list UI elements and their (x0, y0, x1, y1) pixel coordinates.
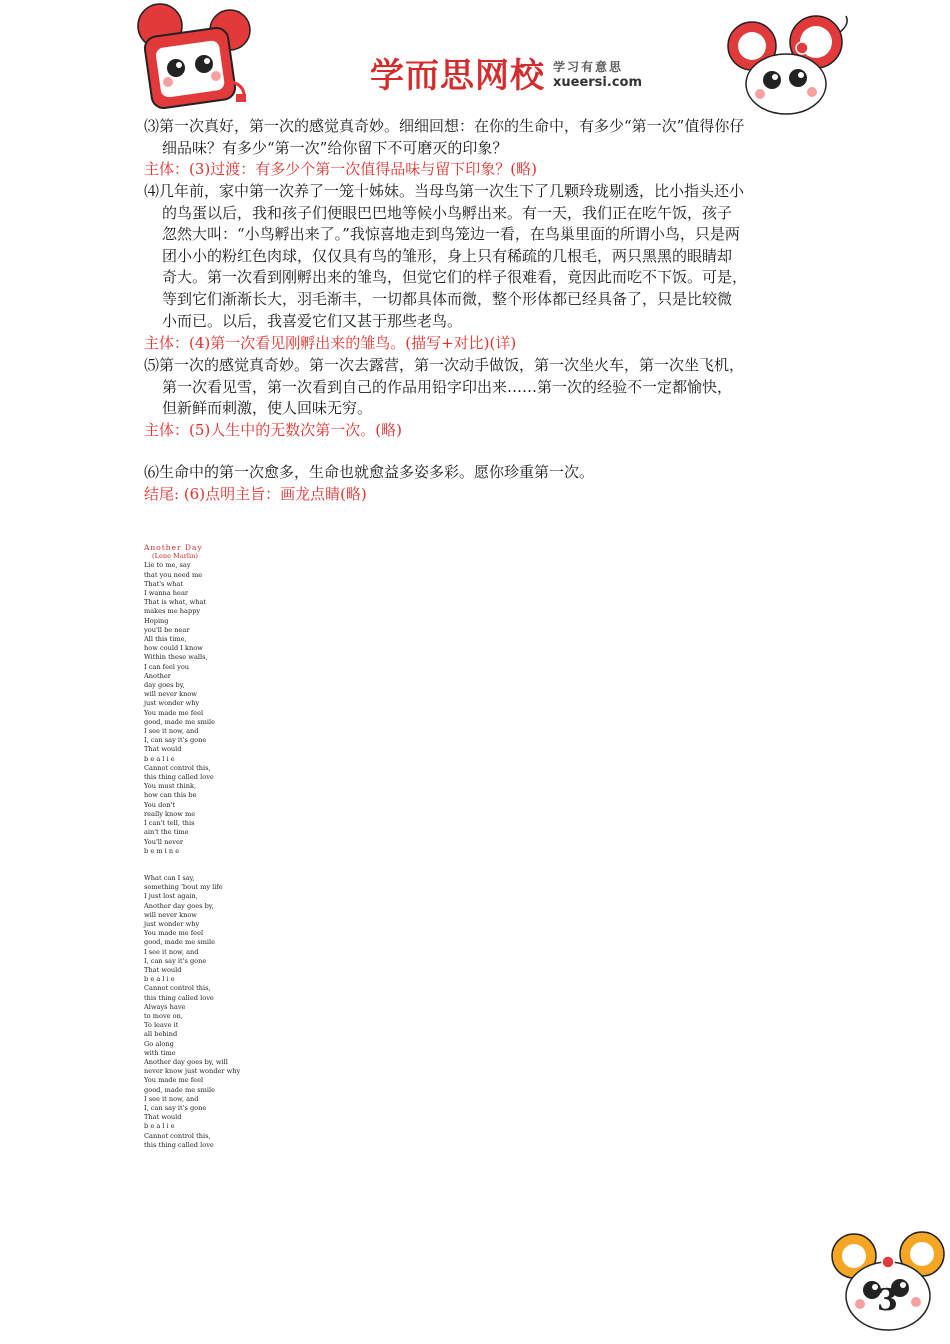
lyrics-line: That is what, what (144, 598, 207, 607)
lyrics-block-1 (144, 543, 264, 856)
lyrics-line: this thing called love (144, 993, 214, 1002)
logo-slogan: 学习有意思 (553, 60, 624, 74)
essay-paragraph-3 (144, 116, 809, 159)
lyrics-line: You'll never (144, 837, 184, 846)
lyrics-line: Hoping (144, 616, 169, 625)
paragraph-line: 但新鲜而刺激，使人回味无穷。 (162, 399, 373, 418)
lyrics-line: Another (144, 671, 171, 680)
paragraph-line: 第一次看见雪，第一次看到自己的作品用铅字印出来……第一次的经验不一定都愉快， (162, 377, 733, 396)
lyrics-line: I can feel you (144, 662, 190, 671)
lyrics-line: this thing called love (144, 773, 214, 782)
lyrics-line: b e a l i e (144, 1122, 175, 1131)
lyrics-line: I wanna hear (144, 589, 189, 598)
lyrics-line: Cannot control this, (144, 1131, 211, 1140)
lyrics-line: really know me (144, 809, 196, 818)
lyrics-line: I just lost again, (144, 892, 198, 901)
annotation-note-3: 主体：(3)过渡：有多少个第一次值得品味与留下印象？(略) (144, 160, 537, 178)
paragraph-line: ⑷几年前，家中第一次养了一笼十姊妹。当母鸟第一次生下了几颗玲珑剔透，比小指头还小 (144, 182, 745, 200)
paragraph-line: 奇大。第一次看到刚孵出来的雏鸟，但觉它们的样子很难看，竟因此而吃不下饭。可是， (162, 268, 748, 287)
paragraph-line: ⑸第一次的感觉真奇妙。第一次去露营，第一次动手做饭，第一次坐火车，第一次坐飞机， (144, 356, 745, 374)
lyrics-line: That would (144, 966, 182, 975)
essay-paragraph-6 (144, 462, 809, 484)
lyrics-artist: (Lene Marlin) (152, 552, 198, 561)
lyrics-line: just wonder why (144, 920, 200, 929)
page-number: 3 (877, 1283, 898, 1318)
paragraph-line: 小而已。以后，我喜爱它们又甚于那些老鸟。 (162, 311, 463, 330)
lyrics-line: What can I say, (144, 874, 195, 882)
lyrics-line: something 'bout my life (144, 883, 223, 892)
lyrics-line: I, can say it's gone (144, 1104, 207, 1113)
lyrics-line: b e a l i e (144, 754, 175, 763)
lyrics-line: Go along (144, 1039, 174, 1048)
paragraph-line: ⑶第一次真好，第一次的感觉真奇妙。细细回想：在你的生命中，有多少“第一次”值得你仔 (144, 117, 745, 135)
lyrics-line: good, made me smile (144, 717, 215, 726)
lyrics-line: good, made me smile (144, 938, 215, 947)
lyrics-block-2 (144, 874, 264, 1150)
lyrics-line: Within these walls, (144, 653, 208, 662)
lyrics-line: I see it now, and (144, 947, 199, 956)
lyrics-line: You don't (144, 800, 175, 809)
lyrics-line: I, can say it's gone (144, 736, 207, 745)
paragraph-line: 忽然大叫：“小鸟孵出来了。”我惊喜地走到鸟笼边一看，在鸟巢里面的所谓小鸟，只是两 (162, 225, 740, 244)
site-logo-side (553, 58, 653, 90)
essay-paragraph-5 (144, 355, 809, 420)
lyrics-line: You must think, (144, 782, 197, 791)
lyrics-line: will never know (144, 910, 197, 919)
paragraph-line: 等到它们渐渐长大，羽毛渐丰，一切都具体而微，整个形体都已经具备了，只是比较微 (162, 289, 733, 308)
lyrics-line: Lie to me, say (144, 561, 191, 570)
lyrics-line: You made me feel (144, 1076, 204, 1085)
mascot-right-icon (718, 10, 853, 120)
lyrics-line: Another day goes by, (144, 901, 214, 910)
lyrics-line: just wonder why (144, 699, 200, 708)
lyrics-line: will never know (144, 690, 197, 699)
lyrics-line: I see it now, and (144, 727, 199, 736)
lyrics-line: I see it now, and (144, 1094, 199, 1103)
lyrics-line: Cannot control this, (144, 984, 211, 993)
lyrics-line: good, made me smile (144, 1085, 215, 1094)
lyrics-line: never know just wonder why (144, 1067, 241, 1076)
lyrics-line: all behind (144, 1030, 178, 1039)
lyrics-lines (144, 874, 264, 1150)
lyrics-line: to move on, (144, 1012, 183, 1021)
annotation-note-6: 结尾: (6)点明主旨：画龙点睛(略) (144, 485, 367, 503)
lyrics-line: That would (144, 1113, 182, 1122)
lyrics-line: To leave it (144, 1021, 179, 1030)
lyrics-line: Always have (144, 1002, 186, 1011)
essay-paragraph-4 (144, 181, 809, 332)
lyrics-line: You made me feel (144, 929, 204, 938)
paragraph-line: 团小小的粉红色肉球，仅仅具有鸟的雏形，身上只有稀疏的几根毛，两只黑黑的眼睛却 (162, 246, 733, 265)
lyrics-line: day goes by, (144, 681, 185, 690)
lyrics-line: Cannot control this, (144, 763, 211, 772)
site-logo-text: 学而思网校 (370, 56, 545, 96)
lyrics-line: All this time, (144, 635, 187, 644)
annotation-note-4: 主体：(4)第一次看见刚孵出来的雏鸟。(描写+对比)(详) (144, 334, 517, 352)
lyrics-line: this thing called love (144, 1140, 214, 1149)
logo-url: xueersi.com (553, 75, 643, 90)
annotation-note-5: 主体：(5)人生中的无数次第一次。(略) (144, 421, 402, 439)
lyrics-line: That's what (144, 579, 183, 588)
lyrics-line: you'll be near (144, 625, 190, 634)
lyrics-line: I can't tell, this (144, 819, 195, 828)
lyrics-line: b e a l i e (144, 975, 175, 984)
lyrics-line: ain't the time (144, 828, 189, 837)
lyrics-line: makes me happy (144, 607, 201, 616)
lyrics-line: with time (144, 1048, 176, 1057)
paragraph-line: ⑹生命中的第一次愈多，生命也就愈益多姿多彩。愿你珍重第一次。 (144, 463, 595, 481)
paragraph-line: 细品味？有多少“第一次”给你留下不可磨灭的印象？ (162, 138, 508, 157)
lyrics-line: That would (144, 745, 182, 754)
paragraph-line: 的鸟蛋以后，我和孩子们便眼巴巴地等候小鸟孵出来。有一天，我们正在吃午饭，孩子 (162, 203, 733, 222)
lyrics-lines (144, 561, 264, 856)
lyrics-line: Another day goes by, will (144, 1058, 228, 1067)
lyrics-line: how can this be (144, 791, 197, 800)
lyrics-line: I, can say it's gone (144, 956, 207, 965)
lyrics-line: b e m i n e (144, 846, 180, 855)
lyrics-line: You made me feel (144, 708, 204, 717)
mascot-left-icon (132, 2, 257, 110)
lyrics-line: that you need me (144, 570, 203, 579)
lyrics-title: Another Day (144, 543, 203, 552)
lyrics-line: how could I know (144, 644, 203, 653)
